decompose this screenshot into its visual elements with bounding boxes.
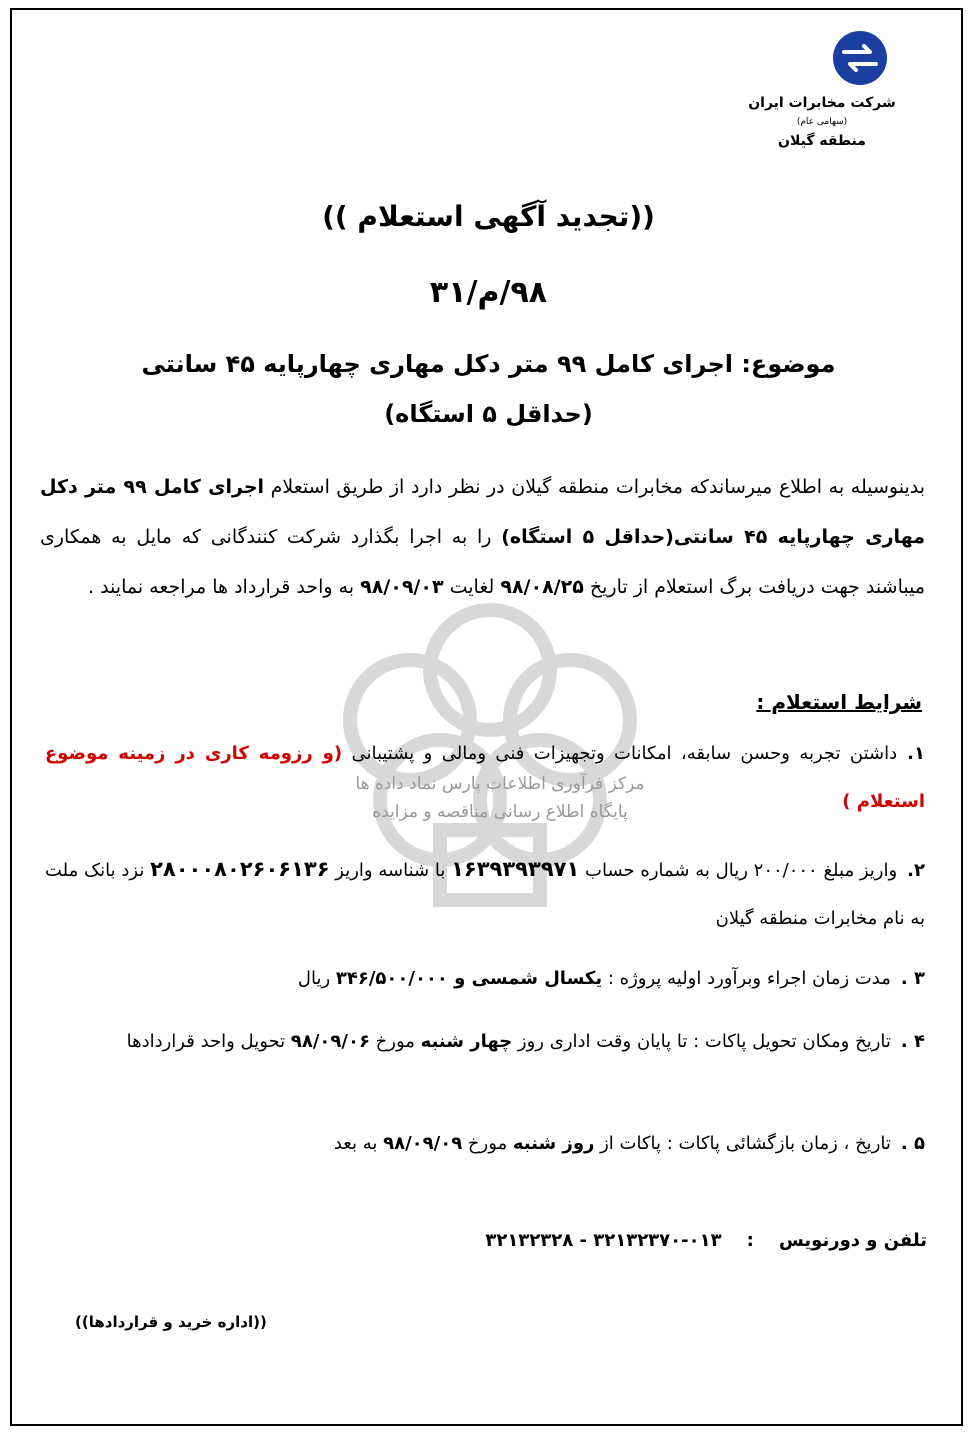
intro-part1: بدینوسیله به اطلاع میرساندکه مخابرات منطقه گیلان در نظر دارد از طریق استعلام <box>264 476 926 498</box>
notice-number: ۹۸/م/۳۱ <box>429 275 548 310</box>
condition-text: تحویل واحد قراردادها <box>126 1031 291 1052</box>
condition-item-3 <box>45 955 925 1003</box>
watermark-line1: مرکز فرآوری اطلاعات پارس نماد داده ها <box>355 774 645 794</box>
notice-subject: موضوع: اجرای کامل ۹۹ متر دکل مهاری چهارپایه ۴۵ سانتی <box>141 350 836 378</box>
company-name: شرکت مخابرات ایران <box>748 95 896 111</box>
conditions-heading: شرایط استعلام : <box>756 690 922 714</box>
intro-part3: لغایت <box>443 576 501 598</box>
payment-id: ۲۸۰۰۰۸۰۲۶۰۶۱۳۶ <box>150 857 330 881</box>
company-block <box>722 95 922 149</box>
condition-text: مدت زمان اجراء وبرآورد اولیه پروژه : <box>602 968 891 989</box>
condition-num: ۳ . <box>900 968 925 989</box>
condition-item-1 <box>45 730 925 826</box>
intro-part4: به واحد قرارداد ها مراجعه نمایند . <box>88 576 361 598</box>
condition-item-2 <box>45 845 925 943</box>
company-type: (سهامی عام) <box>796 117 848 127</box>
condition-item-4 <box>45 1018 925 1066</box>
contact-line <box>485 1230 927 1251</box>
contact-label: تلفن و دورنویس <box>778 1230 927 1251</box>
condition-text: نزد بانک ملت به نام مخابرات منطقه گیلان <box>45 860 925 929</box>
condition-bold: روز شنبه <box>512 1133 595 1154</box>
intro-bold1: اجرای کامل ۹۹ متر دکل مهاری چهارپایه ۴۵ سانتی(حداقل ۵ استگاه) <box>40 476 925 548</box>
intro-date-to: ۹۸/۰۹/۰۳ <box>360 576 444 598</box>
condition-text: تاریخ ، زمان بازگشائی پاکات : پاکات از <box>594 1133 891 1154</box>
condition-text: با شناسه واریز <box>329 860 452 881</box>
condition-bold: یکسال شمسی و ۳۴۶/۵۰۰/۰۰۰ <box>335 968 603 989</box>
condition-text: مورخ <box>369 1031 421 1052</box>
watermark-line2: پایگاه اطلاع رسانی مناقصه و مزایده <box>372 802 628 822</box>
condition-num: ۲. <box>907 860 926 881</box>
notice-subject-note: (حداقل ۵ استگاه) <box>384 400 593 428</box>
condition-text: به بعد <box>333 1133 384 1154</box>
condition-num: ۱. <box>907 743 925 764</box>
condition-date: ۹۸/۰۹/۰۹ <box>383 1133 463 1154</box>
contact-sep: : <box>727 1230 773 1251</box>
condition-text: واریز مبلغ ۲۰۰/۰۰۰ ریال به شماره حساب <box>579 860 898 881</box>
company-logo <box>830 28 890 88</box>
account-number: ۱۶۳۹۳۹۳۹۷۱ <box>451 857 580 881</box>
company-region: منطقه گیلان <box>778 133 866 149</box>
contact-value: ۰۱۳-۳۲۱۳۲۳۷۰ - ۳۲۱۳۲۳۲۸ <box>485 1230 722 1251</box>
condition-text: داشتن تجربه وحسن سابقه، امکانات وتجهیزات فنی ومالی و پشتیبانی <box>342 743 898 764</box>
condition-red-text: (و رزومه کاری در زمینه موضوع استعلام ) <box>45 743 925 812</box>
condition-text: مورخ <box>462 1133 513 1154</box>
condition-date: ۹۸/۰۹/۰۶ <box>290 1031 370 1052</box>
condition-bold: چهار شنبه <box>420 1031 513 1052</box>
condition-text: ریال <box>297 968 336 989</box>
notice-title: ((تجدید آگهی استعلام )) <box>322 200 655 233</box>
condition-text: تاریخ ومکان تحویل پاکات : تا پایان وقت اداری روز <box>512 1031 891 1052</box>
condition-num: ۴ . <box>900 1031 925 1052</box>
footer-signature: ((اداره خرید و قراردادها)) <box>75 1313 267 1331</box>
intro-part2: را به اجرا بگذارد شرکت کنندگانی که مایل به همکاری میباشند جهت دریافت برگ استعلام از تاریخ <box>40 526 925 598</box>
condition-num: ۵ . <box>900 1133 925 1154</box>
condition-item-5 <box>45 1120 925 1168</box>
intro-date-from: ۹۸/۰۸/۲۵ <box>500 576 584 598</box>
intro-paragraph <box>40 462 925 612</box>
